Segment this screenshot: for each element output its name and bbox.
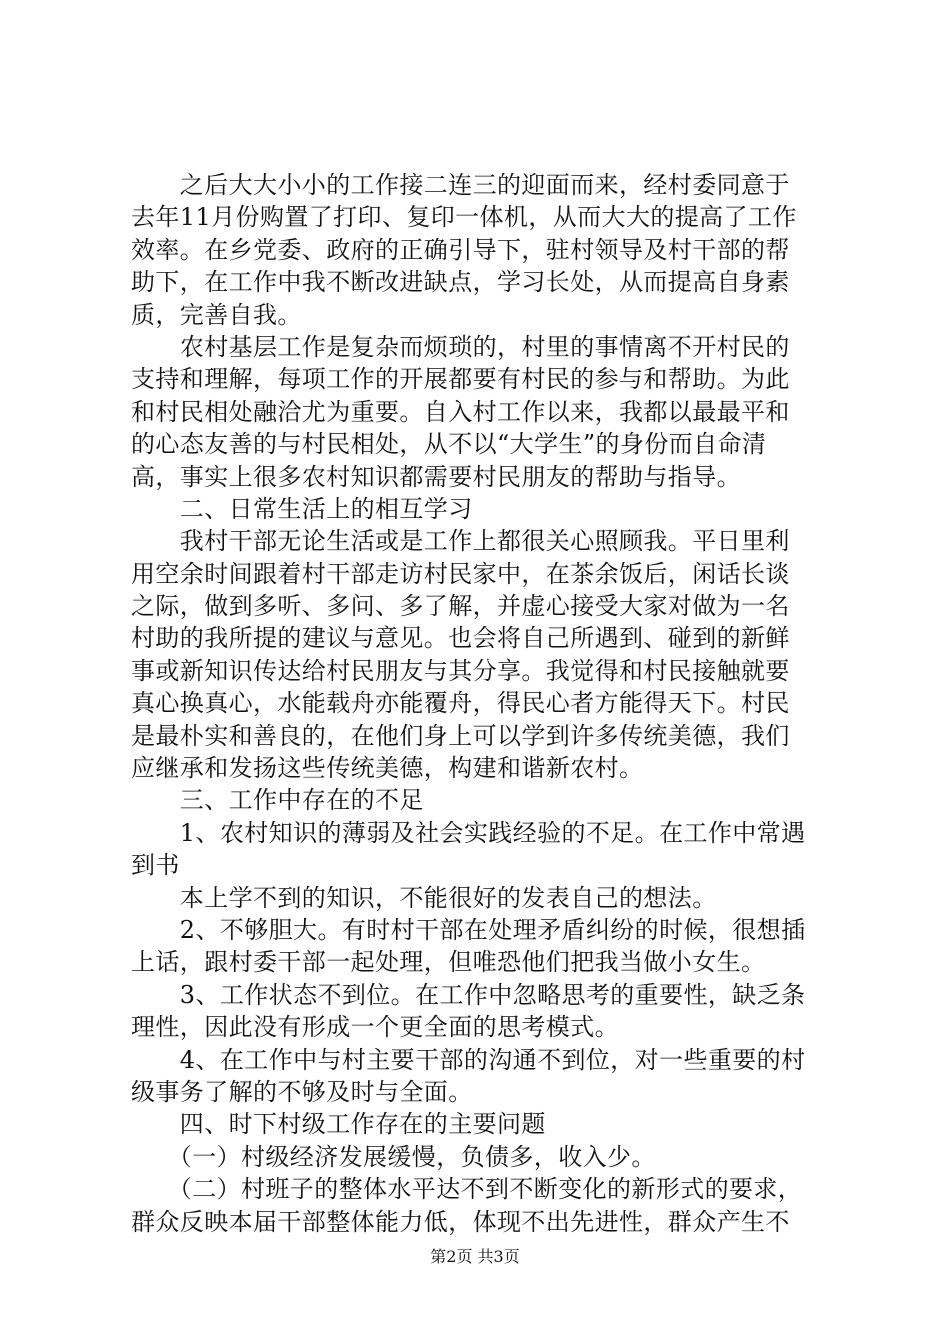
text-line: 之后大大小小的工作接二连三的迎面而来，经村委同意于 — [131, 171, 790, 199]
text-line: 效率。在乡党委、政府的正确引导下，驻村领导及村干部的帮 — [131, 235, 790, 264]
text-line: 是最朴实和善良的，在他们身上可以学到许多传统美德，我们 — [131, 721, 790, 750]
text-line: 和村民相处融洽尤为重要。自入村工作以来，我都以最最平和 — [131, 397, 790, 426]
text-line: 三、工作中存在的不足 — [131, 786, 424, 815]
text-line: 群众反映本届干部整体能力低，体现不出先进性，群众产生不 — [131, 1207, 790, 1236]
text-line: 的心态友善的与村民相处，从不以“大学生”的身份而自命清 — [131, 430, 767, 459]
text-line: 理性，因此没有形成一个更全面的思考模式。 — [131, 1013, 619, 1042]
text-line: 高，事实上很多农村知识都需要村民朋友的帮助与指导。 — [131, 462, 741, 491]
text-line: 4、在工作中与村主要干部的沟通不到位，对一些重要的村 — [131, 1045, 806, 1074]
text-line: 1、农村知识的薄弱及社会实践经验的不足。在工作中常遇 — [131, 818, 806, 847]
text-line: 到书 — [131, 851, 180, 880]
text-line: 事或新知识传达给村民朋友与其分享。我觉得和村民接触就要 — [131, 656, 790, 685]
text-line: 用空余时间跟着村干部走访村民家中，在茶余饭后，闲话长谈 — [131, 559, 790, 588]
text-line: 上话，跟村委干部一起处理，但唯恐他们把我当做小女生。 — [131, 948, 766, 977]
text-line: 3、工作状态不到位。在工作中忽略思考的重要性，缺乏条 — [131, 980, 806, 1009]
text-line: 四、时下村级工作存在的主要问题 — [131, 1110, 546, 1139]
text-line: 2、不够胆大。有时村干部在处理矛盾纠纷的时候，很想插 — [131, 915, 806, 944]
text-line: 支持和理解，每项工作的开展都要有村民的参与和帮助。为此 — [131, 365, 790, 394]
text-line: 村助的我所提的建议与意见。也会将自己所遇到、碰到的新鲜 — [131, 624, 790, 653]
text-line: 级事务了解的不够及时与全面。 — [131, 1077, 473, 1106]
text-line: 应继承和发扬这些传统美德，构建和谐新农村。 — [131, 754, 644, 783]
text-line: （一）村级经济发展缓慢，负债多，收入少。 — [131, 1142, 656, 1171]
text-line: 二、日常生活上的相互学习 — [131, 494, 473, 523]
text-line: 真心换真心，水能载舟亦能覆舟，得民心者方能得天下。村民 — [131, 689, 790, 718]
text-line: 助下，在工作中我不断改进缺点，学习长处，从而提高自身素 — [131, 268, 790, 297]
text-line: （二）村班子的整体水平达不到不断变化的新形式的要求， — [131, 1175, 803, 1204]
text-line: 去年11月份购置了打印、复印一体机，从而大大的提高了工作 — [131, 203, 797, 232]
text-line: 我村干部无论生活或是工作上都很关心照顾我。平日里利 — [131, 527, 790, 556]
document-body — [131, 169, 831, 1238]
text-line: 本上学不到的知识，不能很好的发表自己的想法。 — [131, 883, 717, 912]
page-footer: 第2页 共3页 — [430, 1247, 520, 1266]
text-line: 质，完善自我。 — [131, 300, 302, 329]
text-line: 农村基层工作是复杂而烦琐的，村里的事情离不开村民的 — [131, 332, 790, 361]
text-line: 之际，做到多听、多问、多了解，并虚心接受大家对做为一名 — [131, 592, 790, 621]
